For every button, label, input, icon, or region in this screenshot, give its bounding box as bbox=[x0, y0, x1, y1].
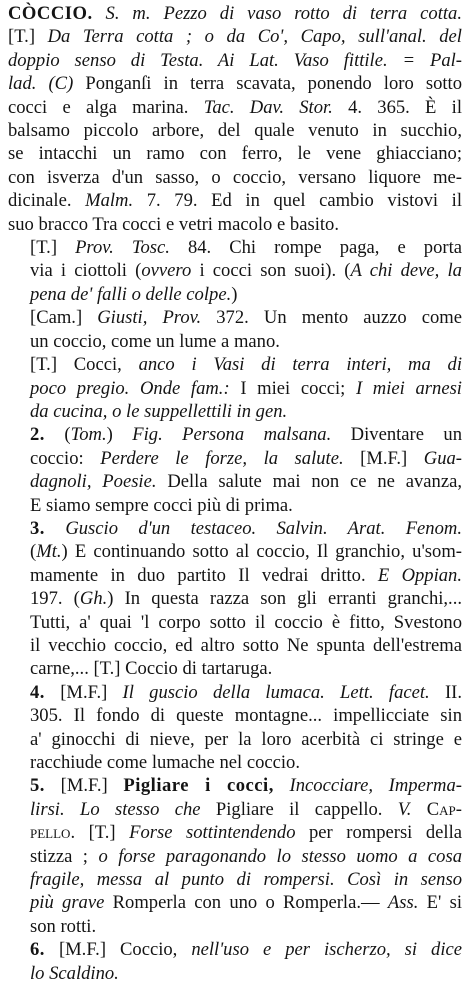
text-segment: 372. Un mento auzzo come bbox=[201, 307, 462, 329]
text-line bbox=[8, 821, 462, 844]
entry-paragraph bbox=[8, 236, 462, 306]
text-line bbox=[8, 330, 462, 353]
text-segment: [M.F.] bbox=[343, 447, 424, 469]
text-segment: Guscio d'un testaceo. Salvin. Arat. Fenom. bbox=[65, 517, 462, 539]
text-line bbox=[8, 938, 462, 961]
text-line bbox=[8, 49, 462, 72]
text-segment bbox=[274, 775, 290, 796]
text-line bbox=[8, 915, 462, 938]
text-segment: lo Scaldino. bbox=[30, 962, 119, 984]
text-segment: Mt. bbox=[36, 541, 62, 563]
text-segment: V. bbox=[397, 798, 412, 820]
text-segment: Gua- bbox=[423, 447, 462, 469]
text-line bbox=[8, 447, 462, 470]
text-segment: racchiude come lumache nel coccio. bbox=[30, 752, 300, 773]
text-segment: da cucina, o le suppellettili in gen. bbox=[30, 400, 288, 422]
text-segment: Cap- bbox=[426, 798, 462, 820]
text-segment: E' si bbox=[418, 892, 462, 914]
text-segment: 84. Chi rompe paga, e porta bbox=[169, 237, 462, 259]
text-segment: carne,... [T.] Coccio di tartaruga. bbox=[30, 658, 273, 680]
text-segment: stizza ; bbox=[30, 845, 99, 867]
text-segment: Incocciare, Imperma- bbox=[289, 775, 462, 797]
text-segment: ) E continuando sotto al coccio, Il granchio, u'som- bbox=[61, 541, 462, 563]
text-segment: Prov. Tosc. bbox=[75, 237, 170, 259]
text-segment: lirsi. Lo stesso che bbox=[30, 798, 201, 820]
text-line bbox=[8, 681, 462, 704]
text-segment: poco pregio. Onde fam.: bbox=[30, 377, 230, 399]
text-segment: nell'uso e per ischerzo, si dice bbox=[191, 939, 462, 961]
text-segment: Perdere le forze, la salute. bbox=[100, 447, 344, 469]
text-line bbox=[8, 587, 462, 610]
text-segment: [M.F.] bbox=[44, 681, 123, 703]
text-segment: II. bbox=[429, 681, 462, 703]
text-line bbox=[8, 611, 462, 634]
text-segment: Tom. bbox=[70, 424, 107, 446]
text-line bbox=[8, 72, 462, 95]
text-segment: Tutti, a' quai 'l corpo sotto il coccio è fitto, Svestono bbox=[30, 611, 462, 633]
text-segment: [T.] Cocci, bbox=[30, 354, 139, 376]
text-line bbox=[8, 540, 462, 563]
text-segment: ovvero bbox=[141, 260, 192, 282]
text-line bbox=[8, 774, 462, 797]
text-line bbox=[8, 189, 462, 212]
text-segment: [T.] bbox=[30, 237, 76, 259]
text-line bbox=[8, 962, 462, 985]
text-line bbox=[8, 142, 462, 165]
text-segment: Ass. bbox=[387, 892, 419, 914]
entry-paragraph bbox=[8, 306, 462, 353]
text-segment: Pigliare i cocci, bbox=[123, 775, 274, 797]
text-segment: Gh. bbox=[79, 588, 108, 610]
text-segment: ) bbox=[106, 424, 133, 446]
text-segment: 7. 79. Ed in quel cambio vistovi il bbox=[133, 190, 462, 212]
text-line bbox=[8, 119, 462, 142]
text-segment: se intacchi un ramo con ferro, le vene ghiacciano; bbox=[8, 143, 462, 165]
text-line bbox=[8, 377, 462, 400]
text-line bbox=[8, 704, 462, 727]
text-segment: 5. bbox=[30, 775, 45, 797]
text-line bbox=[8, 306, 462, 329]
text-line bbox=[8, 423, 462, 446]
text-segment: a' ginocchi di nieve, per la loro acerbità ci stringe e bbox=[30, 728, 462, 750]
text-segment: 3. bbox=[30, 517, 45, 539]
entry-paragraph bbox=[8, 938, 462, 985]
text-segment: anco i Vasi di terra interi, ma di bbox=[138, 354, 462, 376]
text-line bbox=[8, 845, 462, 868]
text-segment: [T.] bbox=[8, 26, 48, 48]
text-segment: Tac. Dav. Stor. bbox=[203, 96, 333, 118]
text-segment: Giusti, Prov. bbox=[97, 307, 202, 329]
text-segment: Da Terra cotta ; o da Co', Capo, sull'anal. del bbox=[47, 26, 462, 48]
text-line bbox=[8, 868, 462, 891]
text-segment: CÒCCIO. bbox=[8, 3, 93, 24]
text-segment: 4. bbox=[30, 681, 45, 703]
text-segment: 305. Il fondo di queste montagne... impellicciate sin bbox=[30, 705, 462, 727]
text-segment bbox=[93, 3, 106, 24]
text-segment: Della salute mai non ce ne avanza, bbox=[156, 471, 462, 493]
text-segment: i cocci son suoi). ( bbox=[191, 260, 351, 282]
text-segment: 2. bbox=[30, 424, 45, 446]
text-segment: pello. bbox=[30, 822, 76, 844]
text-line bbox=[8, 96, 462, 119]
text-segment: ( bbox=[30, 541, 37, 563]
text-segment bbox=[411, 799, 426, 820]
text-segment: via i ciottoli ( bbox=[30, 260, 142, 282]
text-segment: o forse paragonando lo stesso uomo a cosa bbox=[98, 845, 462, 867]
text-segment: doppio senso di Testa. Ai Lat. Vaso fittile. = Pal- bbox=[8, 49, 462, 71]
text-segment: A chi deve, la bbox=[350, 260, 462, 282]
text-segment: [Cam.] bbox=[30, 307, 98, 329]
text-segment: dagnoli, Poesie. bbox=[30, 471, 157, 493]
text-segment: un coccio, come un lume a mano. bbox=[30, 330, 280, 352]
text-line bbox=[8, 470, 462, 493]
dictionary-entry-coccio bbox=[8, 2, 462, 985]
text-segment: suo bracco Tra cocci e vetri macolo e basito. bbox=[8, 213, 339, 235]
text-line bbox=[8, 564, 462, 587]
text-line bbox=[8, 283, 462, 306]
text-line bbox=[8, 657, 462, 680]
text-segment: E Oppian. bbox=[377, 564, 462, 586]
text-segment: 197. ( bbox=[30, 588, 80, 610]
entry-paragraph bbox=[8, 774, 462, 938]
text-line bbox=[8, 798, 462, 821]
text-segment: dicinale. bbox=[8, 190, 86, 212]
text-line bbox=[8, 634, 462, 657]
text-line bbox=[8, 517, 462, 540]
text-segment: Il guscio della lumaca. Lett. facet. bbox=[122, 681, 430, 703]
text-segment: fragile, messa al punto di rompersi. Così in senso bbox=[30, 869, 462, 891]
text-segment: mamente in duo partito Il vedrai dritto. bbox=[30, 564, 378, 586]
text-segment bbox=[45, 518, 65, 539]
text-segment: Ponganſi in terra scavata, ponendo loro sotto bbox=[73, 73, 462, 95]
text-segment: 4. 365. È il bbox=[332, 96, 462, 118]
text-segment: per rompersi della bbox=[295, 822, 462, 844]
text-segment: Fig. Persona malsana. bbox=[132, 424, 332, 446]
text-line bbox=[8, 236, 462, 259]
entry-paragraph bbox=[8, 2, 462, 236]
text-segment: Malm. bbox=[85, 190, 134, 212]
text-segment: Romperla con uno o Romperla.— bbox=[104, 892, 388, 914]
text-segment: S. m. Pezzo di vaso rotto di terra cotta. bbox=[105, 3, 462, 24]
text-segment: ) bbox=[231, 283, 238, 305]
text-segment: 6. bbox=[30, 939, 45, 961]
text-line bbox=[8, 728, 462, 751]
entry-paragraph bbox=[8, 517, 462, 681]
text-segment: con isverza d'un sasso, o coccio, versano liquore me- bbox=[8, 166, 462, 188]
text-segment: Forse sottintendendo bbox=[129, 822, 296, 844]
text-segment: I miei arnesi bbox=[355, 377, 462, 399]
text-line bbox=[8, 494, 462, 517]
text-segment: Pigliare il cappello. bbox=[200, 798, 398, 820]
text-segment: pena de' falli o delle colpe. bbox=[30, 283, 232, 305]
text-segment: [T.] bbox=[75, 822, 130, 844]
text-segment: il vecchio coccio, ed altro sotto Ne spunta dell'estrema bbox=[30, 634, 462, 656]
text-segment: cocci e alga marina. bbox=[8, 96, 204, 118]
text-line bbox=[8, 751, 462, 774]
text-segment: I miei cocci; bbox=[229, 377, 356, 399]
entry-paragraph bbox=[8, 353, 462, 423]
text-line bbox=[8, 353, 462, 376]
entry-paragraph bbox=[8, 423, 462, 517]
text-line bbox=[8, 166, 462, 189]
text-line bbox=[8, 25, 462, 48]
text-line bbox=[8, 259, 462, 282]
text-segment: Diventare un bbox=[331, 424, 462, 446]
text-line bbox=[8, 400, 462, 423]
text-segment: ) In questa razza son gli erranti granchi,... bbox=[107, 588, 462, 610]
text-segment: più grave bbox=[30, 892, 105, 914]
text-segment: E siamo sempre cocci più di prima. bbox=[30, 494, 293, 516]
text-segment: coccio: bbox=[30, 447, 101, 469]
text-segment: [M.F.] bbox=[44, 775, 124, 797]
text-segment: balsamo piccolo arbore, del quale venuto in succhio, bbox=[8, 120, 462, 142]
text-segment: ( bbox=[44, 424, 71, 446]
text-segment: lad. (C) bbox=[8, 73, 74, 95]
text-line bbox=[8, 213, 462, 236]
text-line bbox=[8, 2, 462, 25]
text-segment: [M.F.] Coccio, bbox=[44, 939, 192, 961]
entry-paragraph bbox=[8, 681, 462, 775]
text-segment: son rotti. bbox=[30, 915, 97, 937]
